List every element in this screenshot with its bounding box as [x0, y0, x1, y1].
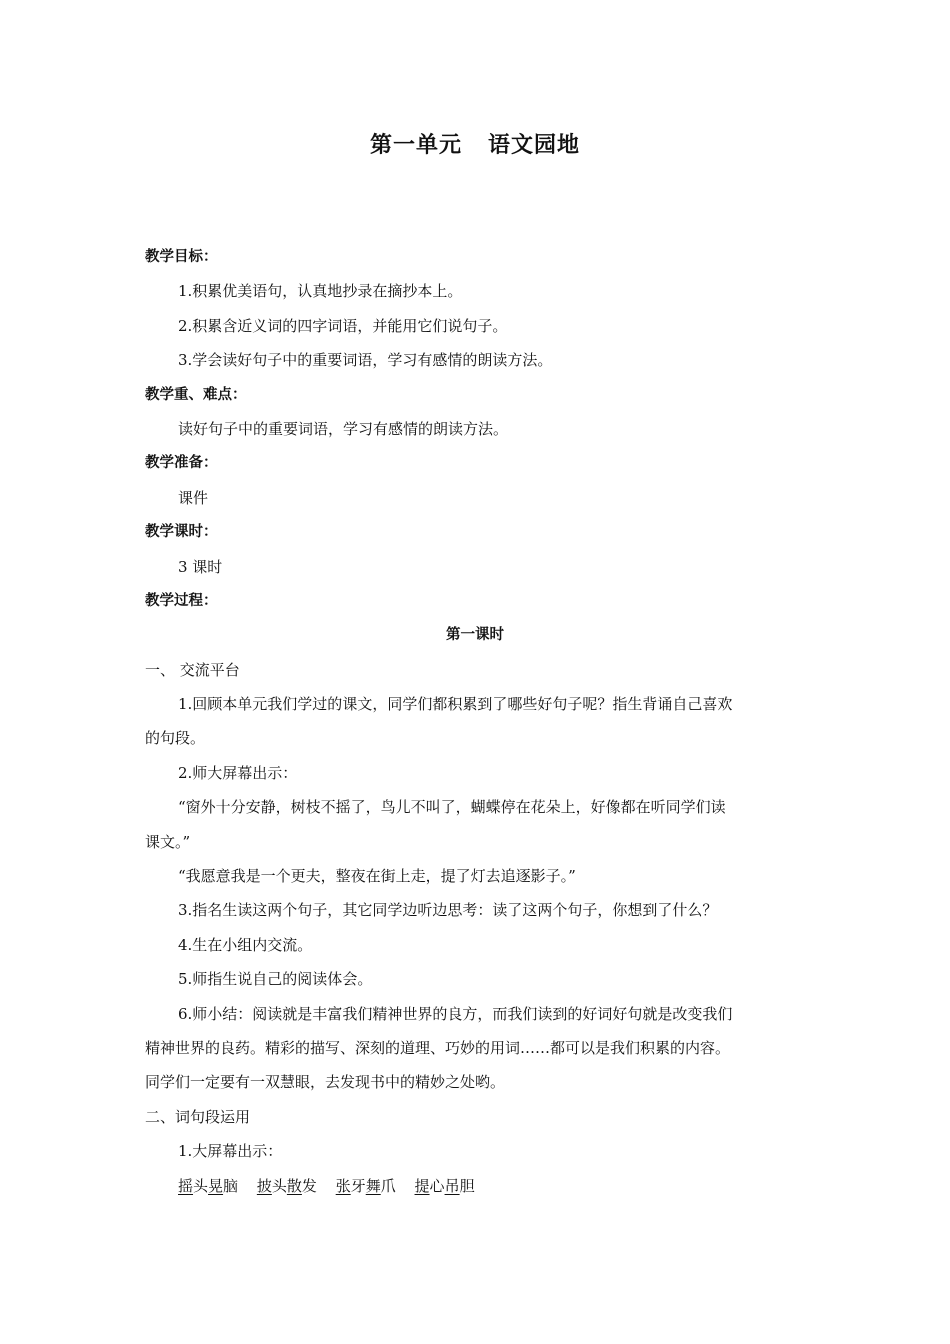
goal-item: 2.积累含近义词的四字词语，并能用它们说句子。: [178, 316, 508, 335]
quote: “我愿意我是一个更夫，整夜在街上走，提了灯去追逐影子。”: [178, 867, 576, 886]
goal-item: 1.积累优美语句，认真地抄录在摘抄本上。: [178, 282, 463, 301]
process-heading: 教学过程：: [145, 592, 218, 609]
paragraph: 的句段。: [145, 729, 206, 748]
key-points-text: 读好句子中的重要词语，学习有感情的朗读方法。: [178, 419, 509, 438]
idiom: 张牙舞爪: [335, 1176, 396, 1195]
hours-text: 3 课时: [178, 557, 223, 576]
goals-heading: 教学目标：: [145, 249, 218, 265]
idiom: 摇头晃脑: [178, 1176, 239, 1195]
preparation-heading: 教学准备：: [145, 455, 218, 472]
paragraph: 3.指名生读这两个句子，其它同学边听边思考：读了这两个句子，你想到了什么？: [178, 901, 718, 920]
paragraph: 同学们一定要有一双慧眼，去发现书中的精妙之处哟。: [145, 1073, 506, 1092]
title-name: 语文园地: [488, 133, 581, 158]
idiom: 提心吊胆: [414, 1176, 475, 1195]
paragraph: 6.师小结：阅读就是丰富我们精神世界的良方，而我们读到的好词好句就是改变我们: [178, 1004, 733, 1023]
goal-item: 3.学会读好句子中的重要词语，学习有感情的朗读方法。: [178, 351, 553, 370]
section2-title: 二、词句段运用: [145, 1107, 251, 1126]
hours-heading: 教学课时：: [145, 524, 218, 541]
key-points-heading: 教学重、难点：: [145, 386, 247, 403]
paragraph: 精神世界的良药。精彩的描写、深刻的道理、巧妙的用词……都可以是我们积累的内容。: [145, 1038, 731, 1057]
paragraph: 1.回顾本单元我们学过的课文，同学们都积累到了哪些好句子呢？指生背诵自己喜欢: [178, 695, 733, 714]
quote: “窗外十分安静，树枝不摇了，鸟儿不叫了，蝴蝶停在花朵上，好像都在听同学们读: [178, 798, 726, 817]
paragraph: 1.大屏幕出示：: [178, 1142, 283, 1161]
page-title: [0, 128, 950, 159]
section1-title: 一、 交流平台: [145, 660, 240, 679]
title-unit: 第一单元: [369, 133, 462, 158]
idiom: 披头散发: [256, 1176, 317, 1195]
paragraph: 4.生在小组内交流。: [178, 935, 313, 954]
lesson-title: 第一课时: [446, 627, 504, 644]
quote: 课文。”: [145, 832, 191, 851]
preparation-text: 课件: [178, 488, 209, 507]
document-body: [145, 240, 805, 1203]
paragraph: 2.师大屏幕出示：: [178, 763, 298, 782]
idiom-list: [145, 1169, 805, 1203]
paragraph: 5.师指生说自己的阅读体会。: [178, 970, 373, 989]
